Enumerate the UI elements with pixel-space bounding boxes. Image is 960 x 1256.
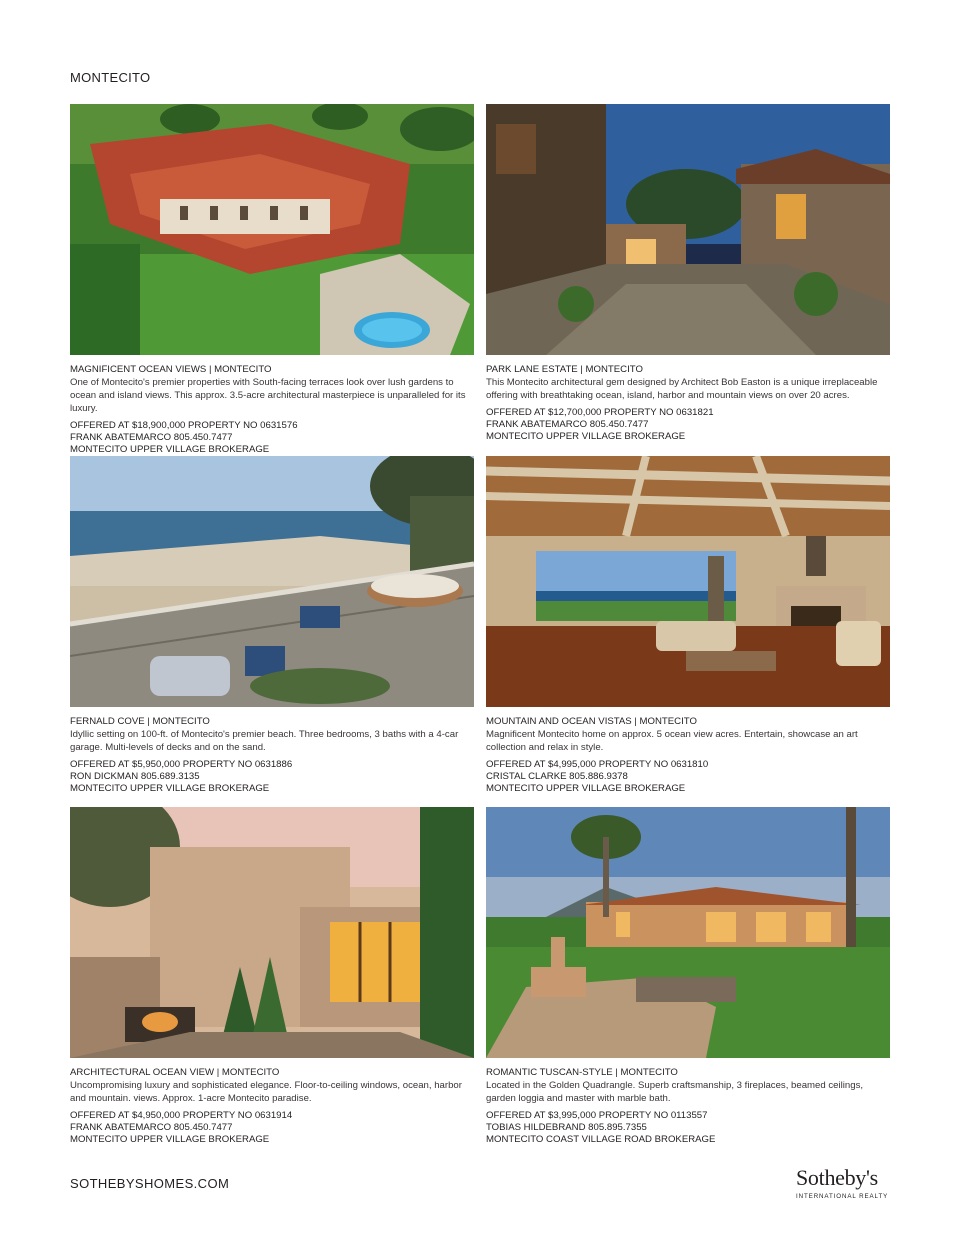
listing-headline: ARCHITECTURAL OCEAN VIEW | MONTECITO bbox=[70, 1067, 280, 1078]
listing-description: Uncompromising luxury and sophisticated elegance. Floor-to-ceiling windows, ocean, harbor and mountain. views. Approx. 1-acre Montecito paradise. bbox=[70, 1080, 462, 1104]
listing-agent: FRANK ABATEMARCO 805.450.7477 bbox=[70, 432, 233, 443]
listing-headline: FERNALD COVE | MONTECITO bbox=[70, 716, 210, 727]
listing-offer: OFFERED AT $5,950,000 PROPERTY NO 0631886 bbox=[70, 759, 293, 770]
tuscan-garden-photo[interactable] bbox=[486, 807, 890, 1058]
listing-agent: RON DICKMAN 805.689.3135 bbox=[70, 771, 200, 782]
listing-description: This Montecito architectural gem designed by Architect Bob Easton is a unique irreplaceable offering with breathtaking ocean, island, harbor and mountain views on over 20 acres. bbox=[486, 377, 878, 401]
listing-description: Magnificent Montecito home on approx. 5 ocean view acres. Entertain, showcase an art collection and relax in style. bbox=[486, 729, 858, 753]
living-room-photo[interactable] bbox=[486, 456, 890, 707]
listing-headline: MOUNTAIN AND OCEAN VISTAS | MONTECITO bbox=[486, 716, 697, 727]
footer-website-link[interactable]: SOTHEBYSHOMES.COM bbox=[70, 1176, 230, 1191]
listing-agent: TOBIAS HILDEBRAND 805.895.7355 bbox=[486, 1122, 647, 1133]
brand-tagline: INTERNATIONAL REALTY bbox=[796, 1193, 889, 1200]
sothebys-logo[interactable] bbox=[796, 1166, 890, 1200]
listing-agent: CRISTAL CLARKE 805.886.9378 bbox=[486, 771, 628, 782]
listing-brokerage: MONTECITO UPPER VILLAGE BROKERAGE bbox=[486, 783, 686, 794]
listing-agent: FRANK ABATEMARCO 805.450.7477 bbox=[486, 419, 649, 430]
listing-offer: OFFERED AT $4,995,000 PROPERTY NO 0631810 bbox=[486, 759, 709, 770]
listing-offer: OFFERED AT $4,950,000 PROPERTY NO 0631914 bbox=[70, 1110, 293, 1121]
listing-offer: OFFERED AT $18,900,000 PROPERTY NO 0631576 bbox=[70, 420, 298, 431]
brand-name: Sotheby's bbox=[796, 1165, 878, 1190]
stone-courtyard-photo[interactable] bbox=[486, 104, 890, 355]
listing-brokerage: MONTECITO COAST VILLAGE ROAD BROKERAGE bbox=[486, 1134, 716, 1145]
listing-brokerage: MONTECITO UPPER VILLAGE BROKERAGE bbox=[486, 431, 686, 442]
listing-description: Located in the Golden Quadrangle. Superb craftsmanship, 3 fireplaces, beamed ceilings, garden loggia and master with marble bath. bbox=[486, 1080, 864, 1104]
listing-offer: OFFERED AT $3,995,000 PROPERTY NO 0113557 bbox=[486, 1110, 708, 1121]
listing-agent: FRANK ABATEMARCO 805.450.7477 bbox=[70, 1122, 233, 1133]
listing-brokerage: MONTECITO UPPER VILLAGE BROKERAGE bbox=[70, 444, 270, 455]
aerial-villa-photo[interactable] bbox=[70, 104, 474, 355]
listing-headline: PARK LANE ESTATE | MONTECITO bbox=[486, 364, 643, 375]
listing-headline: ROMANTIC TUSCAN-STYLE | MONTECITO bbox=[486, 1067, 678, 1078]
section-title: MONTECITO bbox=[70, 70, 151, 85]
listing-brokerage: MONTECITO UPPER VILLAGE BROKERAGE bbox=[70, 1134, 270, 1145]
modern-courtyard-photo[interactable] bbox=[70, 807, 474, 1058]
listing-headline: MAGNIFICENT OCEAN VIEWS | MONTECITO bbox=[70, 364, 272, 375]
listing-description: Idyllic setting on 100-ft. of Montecito's premier beach. Three bedrooms, 3 baths with a 4-car garage. Multi-levels of decks and on the sand. bbox=[70, 729, 459, 753]
beach-deck-photo[interactable] bbox=[70, 456, 474, 707]
listing-description: One of Montecito's premier properties with South-facing terraces look over lush gardens to ocean and island views. This approx. 3.5-acre architectural masterpiece is unparalleled for its luxury. bbox=[70, 377, 466, 414]
listing-brokerage: MONTECITO UPPER VILLAGE BROKERAGE bbox=[70, 783, 270, 794]
listing-offer: OFFERED AT $12,700,000 PROPERTY NO 0631821 bbox=[486, 407, 714, 418]
